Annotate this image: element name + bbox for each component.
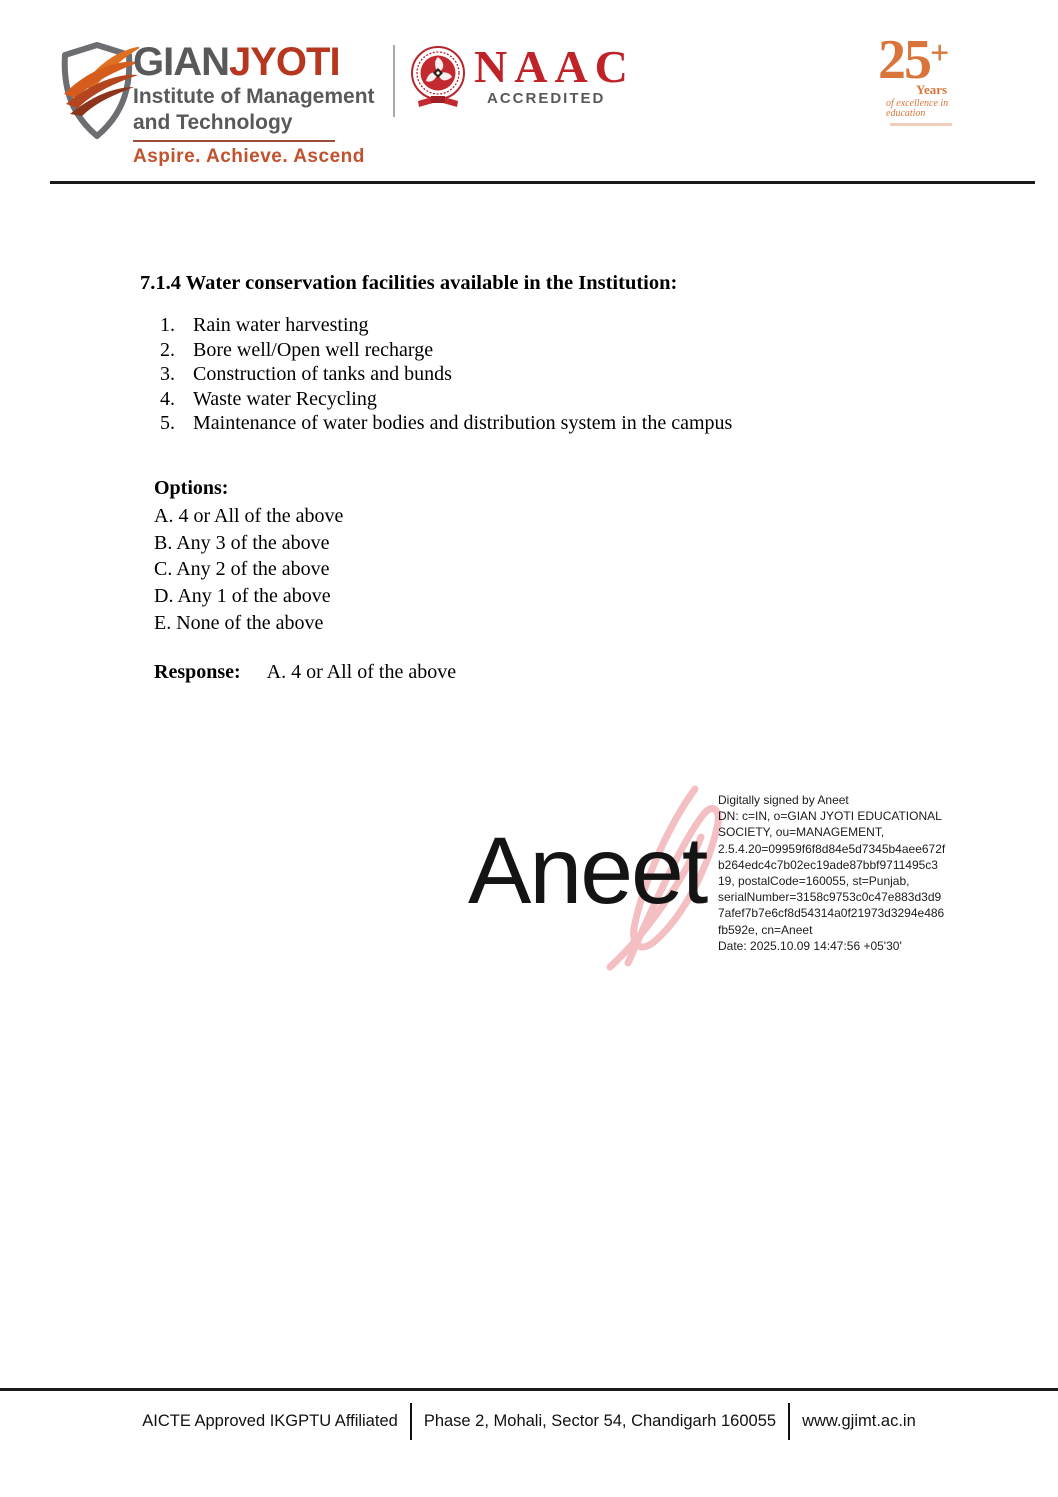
footer-address: Phase 2, Mohali, Sector 54, Chandigarh 160055 bbox=[423, 1412, 777, 1430]
list-item bbox=[160, 411, 732, 436]
years-caption: of excellence in education bbox=[886, 98, 949, 119]
brand-tagline: Aspire. Achieve. Ascend bbox=[133, 146, 365, 167]
list-item-number: 5. bbox=[160, 412, 175, 434]
signature-detail-line: DN: c=IN, o=GIAN JYOTI EDUCATIONAL bbox=[718, 809, 942, 824]
signature-name: Aneet bbox=[468, 818, 707, 924]
list-item-number: 3. bbox=[160, 363, 175, 385]
list-item bbox=[160, 338, 732, 363]
naac-wordmark: NAAC bbox=[474, 41, 635, 92]
option-e: E. None of the above bbox=[154, 611, 324, 634]
list-item bbox=[160, 387, 732, 412]
list-item bbox=[160, 313, 732, 338]
brand-subtitle-line2: and Technology bbox=[133, 111, 293, 134]
options-label: Options: bbox=[154, 477, 229, 499]
question-heading: 7.1.4 Water conservation facilities available in the Institution: bbox=[140, 272, 678, 294]
option-b: B. Any 3 of the above bbox=[154, 531, 330, 554]
list-item-text: Bore well/Open well recharge bbox=[193, 338, 434, 361]
list-item-text: Rain water harvesting bbox=[193, 314, 369, 336]
gjimt-logo bbox=[133, 42, 375, 168]
option-a: A. 4 or All of the above bbox=[154, 505, 344, 527]
list-item-text: Construction of tanks and bunds bbox=[193, 363, 452, 385]
brand-subtitle-line1: Institute of Management bbox=[133, 85, 375, 108]
options-list bbox=[154, 503, 343, 637]
shield-wing-icon bbox=[55, 40, 139, 142]
years-rule bbox=[890, 123, 952, 126]
signature-detail-line: SOCIETY, ou=MANAGEMENT, bbox=[718, 825, 885, 840]
footer-info-row bbox=[0, 1403, 1058, 1440]
naac-accredited-label: ACCREDITED bbox=[487, 90, 606, 107]
option-d: D. Any 1 of the above bbox=[154, 585, 331, 608]
list-item-number: 2. bbox=[160, 338, 175, 361]
signature-detail-line: 2.5.4.20=09959f6f8d84e5d7345b4aee672f bbox=[718, 841, 946, 856]
years-word: Years bbox=[916, 82, 948, 97]
signature-detail-line: fb592e, cn=Aneet bbox=[718, 922, 813, 937]
footer-separator bbox=[410, 1403, 412, 1440]
header-divider-line bbox=[50, 181, 1035, 184]
brand-name-gian: GIAN bbox=[133, 40, 229, 84]
brand-name bbox=[133, 42, 375, 82]
response-row bbox=[154, 661, 456, 684]
signature-detail-line: 7afef7b7e6cf8d54314a0f21973d3294e486 bbox=[718, 906, 945, 921]
response-label: Response: bbox=[154, 661, 241, 683]
signature-detail-line: serialNumber=3158c9753c0c47e883d3d9 bbox=[718, 890, 942, 905]
years-plus-sign: + bbox=[930, 35, 950, 72]
header-vertical-divider bbox=[393, 45, 395, 117]
brand-name-jyoti: JYOTI bbox=[229, 40, 340, 84]
list-item-number: 1. bbox=[160, 314, 175, 336]
signature-detail-line: Date: 2025.10.09 14:47:56 +05'30' bbox=[718, 938, 902, 953]
list-item bbox=[160, 362, 732, 387]
list-item-text: Waste water Recycling bbox=[193, 387, 377, 410]
naac-seal-icon bbox=[408, 45, 468, 115]
signature-details bbox=[718, 792, 970, 954]
option-c: C. Any 2 of the above bbox=[154, 558, 330, 581]
signature-detail-line: 19, postalCode=160055, st=Punjab, bbox=[718, 874, 910, 889]
digital-signature[interactable] bbox=[465, 780, 975, 975]
facilities-list bbox=[160, 313, 732, 436]
footer-divider-line bbox=[0, 1388, 1058, 1391]
list-item-text: Maintenance of water bodies and distribution system in the campus bbox=[193, 412, 733, 434]
signature-detail-line: Digitally signed by Aneet bbox=[718, 793, 849, 807]
footer-separator bbox=[788, 1403, 790, 1440]
list-item-number: 4. bbox=[160, 387, 175, 410]
brand-rule bbox=[133, 140, 335, 142]
footer-affiliation: AICTE Approved IKGPTU Affiliated bbox=[142, 1412, 398, 1430]
response-value: A. 4 or All of the above bbox=[266, 661, 457, 683]
footer-website: www.gjimt.ac.in bbox=[802, 1412, 916, 1430]
years-number-value: 25 bbox=[878, 29, 930, 91]
years-badge bbox=[878, 30, 978, 126]
signature-detail-line: b264edc4c7b02ec19ade87bbf9711495c3 bbox=[718, 857, 938, 872]
